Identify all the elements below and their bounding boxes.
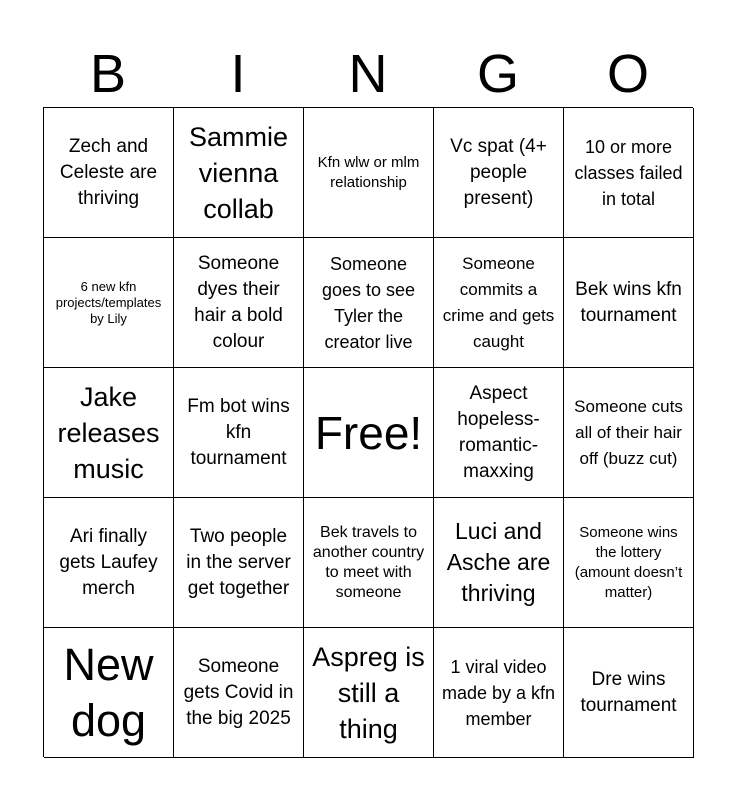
cell-text: Jake releases music — [57, 381, 160, 484]
cell-text: Kfn wlw or mlm relationship — [317, 153, 420, 191]
cell-text: Bek wins kfn tournament — [575, 278, 682, 326]
cell-text: Ari finally gets Laufey merch — [59, 525, 158, 599]
header-letter-i: I — [230, 44, 246, 104]
cell-text: Dre wins tournament — [580, 668, 677, 716]
cell-text: 10 or more classes failed in total — [574, 136, 683, 209]
header-letter-b: B — [89, 44, 127, 104]
bingo-cell-r5c3[interactable] — [304, 628, 434, 758]
cell-text: Luci and Asche are thriving — [446, 518, 551, 606]
free-space: Free! — [314, 406, 423, 459]
cell-text: Two people in the server get together — [186, 525, 291, 599]
cell-text: Someone wins the lottery (amount doesn’t matter) — [574, 523, 683, 601]
cell-text: Someone cuts all of their hair off (buzz cut) — [574, 396, 683, 468]
bingo-cell-r2c4[interactable] — [434, 238, 564, 368]
bingo-cell-r1c3[interactable] — [304, 108, 434, 238]
cell-text: Someone goes to see Tyler the creator live — [321, 253, 416, 352]
cell-text: Sammie vienna collab — [188, 121, 289, 224]
cell-text: 1 viral video made by a kfn member — [441, 656, 556, 729]
bingo-cell-r1c5[interactable] — [564, 108, 694, 238]
header-letter-g: G — [476, 44, 519, 104]
cell-text: Someone dyes their hair a bold colour — [194, 252, 283, 352]
bingo-cell-r5c4[interactable] — [434, 628, 564, 758]
bingo-cell-r4c2[interactable] — [174, 498, 304, 628]
cell-text: Bek travels to another country to meet with someone — [312, 523, 425, 601]
bingo-cell-r2c1[interactable] — [44, 238, 174, 368]
bingo-cell-r2c2[interactable] — [174, 238, 304, 368]
header-letter-o: O — [606, 44, 649, 104]
bingo-cell-r3c5[interactable] — [564, 368, 694, 498]
bingo-cell-r4c4[interactable] — [434, 498, 564, 628]
cell-text: Fm bot wins kfn tournament — [187, 395, 290, 469]
cell-text: Someone commits a crime and gets caught — [442, 253, 555, 351]
bingo-cell-r3c4[interactable] — [434, 368, 564, 498]
cell-text: Aspreg is still a thing — [312, 641, 425, 744]
bingo-cell-r5c1[interactable] — [44, 628, 174, 758]
cell-text: Someone gets Covid in the big 2025 — [183, 655, 294, 729]
bingo-cell-r5c5[interactable] — [564, 628, 694, 758]
bingo-cell-r1c1[interactable] — [44, 108, 174, 238]
bingo-grid — [43, 107, 693, 757]
bingo-cell-r3c2[interactable] — [174, 368, 304, 498]
cell-text: Vc spat (4+ people present) — [450, 135, 547, 209]
header-letter-n: N — [348, 44, 388, 104]
bingo-cell-r4c1[interactable] — [44, 498, 174, 628]
bingo-cell-r1c4[interactable] — [434, 108, 564, 238]
cell-text: 6 new kfn projects/templates by Lily — [55, 278, 162, 326]
bingo-cell-r4c3[interactable] — [304, 498, 434, 628]
bingo-cell-r4c5[interactable] — [564, 498, 694, 628]
bingo-cell-r3c3[interactable] — [304, 368, 434, 498]
cell-text: Zech and Celeste are thriving — [59, 135, 158, 209]
bingo-cell-r1c2[interactable] — [174, 108, 304, 238]
bingo-cell-r2c3[interactable] — [304, 238, 434, 368]
bingo-cell-r5c2[interactable] — [174, 628, 304, 758]
cell-text: New dog — [63, 638, 154, 746]
cell-text: Aspect hopeless-romantic-maxxing — [457, 382, 540, 482]
bingo-cell-r2c5[interactable] — [564, 238, 694, 368]
bingo-cell-r3c1[interactable] — [44, 368, 174, 498]
bingo-header — [43, 40, 693, 108]
